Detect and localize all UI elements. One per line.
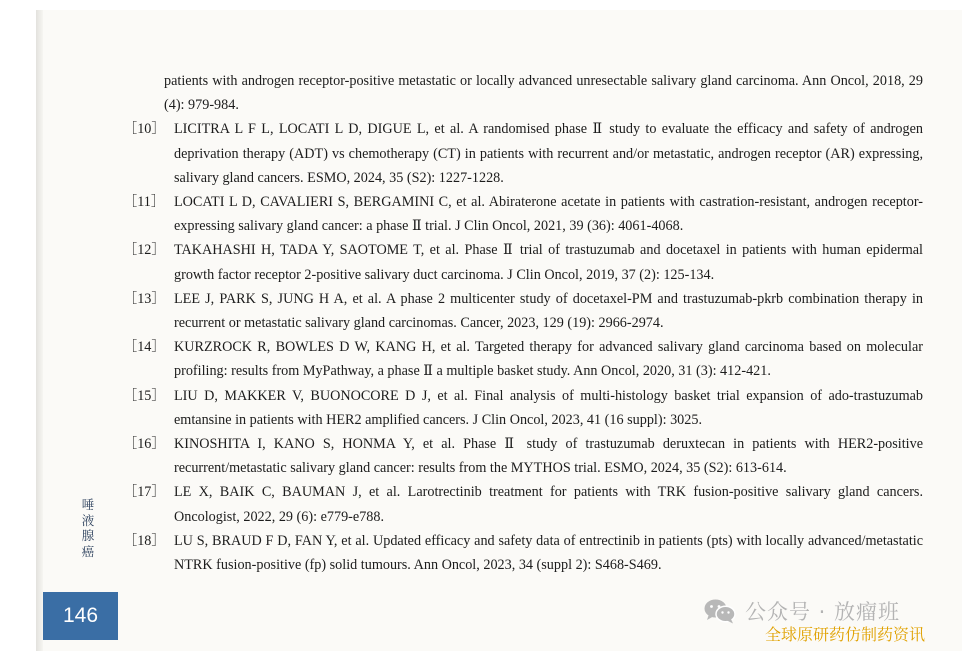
watermark: [703, 596, 926, 644]
page-number: 146: [62, 604, 99, 627]
reference-item: [123, 117, 923, 190]
reference-number: ［11］: [123, 194, 166, 211]
reference-number: ［10］: [123, 121, 166, 138]
reference-number: ［17］: [123, 484, 166, 501]
page-number-box: [43, 592, 118, 640]
reference-number: ［16］: [123, 436, 166, 453]
reference-text: LE X, BAIK C, BAUMAN J, et al. Larotrectinib treatment for patients with TRK fusion-positive salivary gland cancers. Oncologist, 2022, 29 (6): e779-e788.: [174, 484, 923, 525]
reference-text: LIU D, MAKKER V, BUONOCORE D J, et al. Final analysis of multi-histology basket trial expansion of ado-trastuzumab emtansine in patients with HER2 amplified cancers. J Clin Oncol, 2023, 41 (16 suppl): 3025.: [174, 387, 923, 428]
chapter-side-label: 唾液腺癌: [81, 497, 95, 559]
reference-item: [123, 529, 923, 577]
reference-item: [123, 480, 923, 528]
reference-item: [123, 432, 923, 480]
page-spine: [36, 10, 43, 651]
reference-item: [123, 238, 923, 286]
reference-number: ［12］: [123, 242, 166, 259]
reference-item: [123, 69, 923, 117]
reference-item: [123, 384, 923, 432]
watermark-account-name: 公众号 · 放瘤班: [745, 600, 901, 624]
reference-text: TAKAHASHI H, TADA Y, SAOTOME T, et al. Phase Ⅱ trial of trastuzumab and docetaxel in patients with human epidermal growth factor receptor 2-positive salivary duct carcinoma. J Clin Oncol, 2019, 37 (2): 125-134.: [174, 242, 923, 283]
reference-text: KINOSHITA I, KANO S, HONMA Y, et al. Phase Ⅱ study of trastuzumab deruxtecan in patients with HER2-positive recurrent/metastatic salivary gland cancer: results from the MYTHOS trial. ESMO, 2024, 35 (S2): 613-614.: [174, 436, 923, 477]
reference-list: [123, 69, 923, 577]
reference-item: [123, 335, 923, 383]
wechat-icon: [703, 598, 737, 624]
reference-number: ［14］: [123, 339, 166, 356]
reference-text: LEE J, PARK S, JUNG H A, et al. A phase 2 multicenter study of docetaxel-PM and trastuzumab-pkrb combination therapy in recurrent or metastatic salivary gland carcinomas. Cancer, 2023, 129 (19): 2966-2974.: [174, 290, 923, 332]
reference-text: LOCATI L D, CAVALIERI S, BERGAMINI C, et al. Abiraterone acetate in patients with castration-resistant, androgen receptor-expressing salivary gland cancer: a phase Ⅱ trial. J Clin Oncol, 2021, 39 (36): 4061-4068.: [174, 194, 923, 235]
reference-item: [123, 287, 923, 335]
reference-number: ［13］: [123, 290, 166, 307]
reference-number: ［18］: [123, 532, 166, 549]
reference-number: ［15］: [123, 387, 166, 404]
reference-text: LICITRA L F L, LOCATI L D, DIGUE L, et al. A randomised phase Ⅱ study to evaluate the efficacy and safety of androgen deprivation therapy (ADT) vs chemotherapy (CT) in patients with recurrent and/or metastatic, androgen receptor (AR) expressing, salivary gland cancers. ESMO, 2024, 35 (S2): 1227-1228.: [174, 121, 923, 186]
watermark-tagline: 全球原研药仿制药资讯: [765, 625, 926, 644]
reference-text: LU S, BRAUD F D, FAN Y, et al. Updated efficacy and safety data of entrectinib in patients (pts) with locally advanced/metastatic NTRK fusion-positive (fp) solid tumours. Ann Oncol, 2023, 34 (suppl 2): S468-S469.: [174, 532, 923, 574]
reference-text: patients with androgen receptor-positive metastatic or locally advanced unresectable salivary gland carcinoma. Ann Oncol, 2018, 29 (4): 979-984.: [164, 73, 923, 114]
reference-text: KURZROCK R, BOWLES D W, KANG H, et al. Targeted therapy for advanced salivary gland carcinoma based on molecular profiling: results from MyPathway, a phase Ⅱ a multiple basket study. Ann Oncol, 2020, 31 (3): 412-421.: [174, 339, 923, 380]
reference-item: [123, 190, 923, 238]
